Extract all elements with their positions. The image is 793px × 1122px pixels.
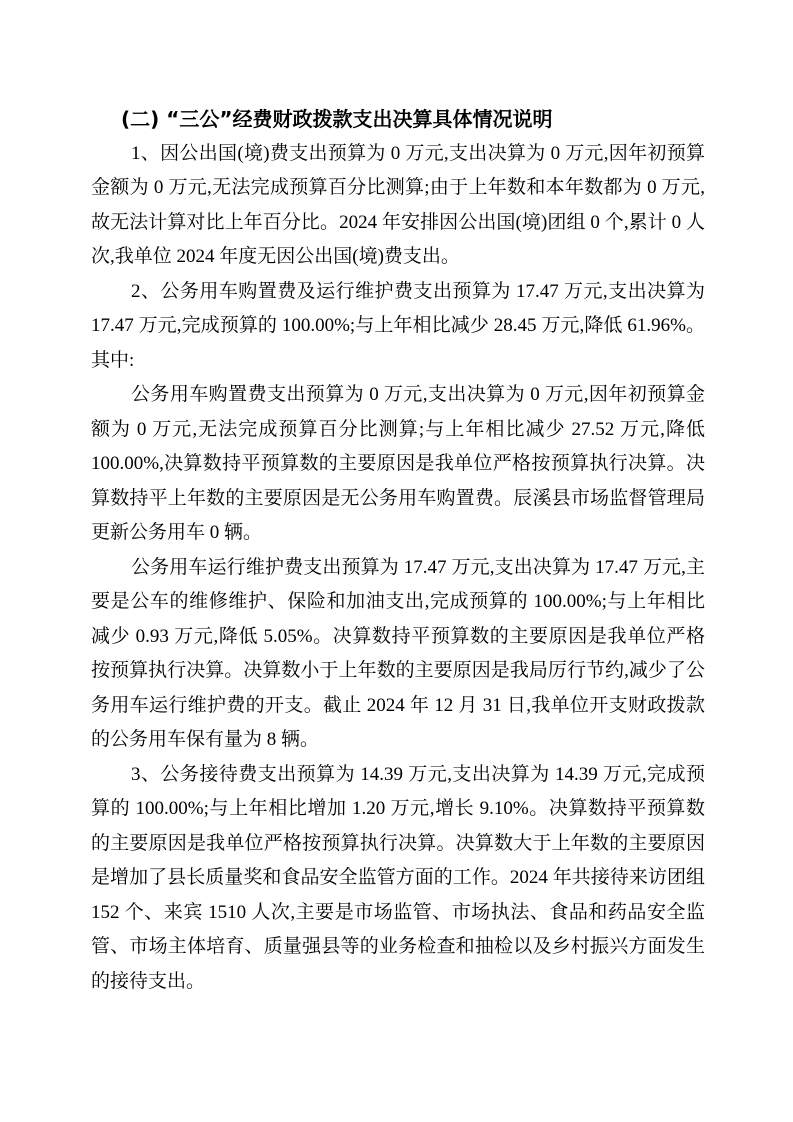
document-content [91,102,705,999]
paragraph-official-reception: 3、公务接待费支出预算为 14.39 万元,支出决算为 14.39 万元,完成预算的 100.00%;与上年相比增加 1.20 万元,增长 9.10%。决算数持平预算数的主要原因是我单位严格按预算执行决算。决算数大于上年数的主要原因是增加了县长质量奖和食品安全监管方面的工作。2024 年共接待来访团组 152 个、来宾 1510 人次,主要是市场监管、市场执法、食品和药品安全监管、市场主体培育、质量强县等的业务检查和抽检以及乡村振兴方面发生的接待支出。 [91,763,705,992]
paragraph-vehicle-purchase-detail: 公务用车购置费支出预算为 0 万元,支出决算为 0 万元,因年初预算金额为 0 万元,无法完成预算百分比测算;与上年相比减少 27.52 万元,降低 100.00%,决算数持平预算数的主要原因是我单位严格按预算执行决算。决算数持平上年数的主要原因是无公务用车购置费。辰溪县市场监督管理局更新公务用车 0 辆。 [91,384,705,543]
section-heading: (二) “三公”经费财政拨款支出决算具体情况说明 [121,107,553,131]
paragraph-vehicle-purchase-and-maintenance-summary: 2、公务用车购置费及运行维护费支出预算为 17.47 万元,支出决算为 17.47 万元,完成预算的 100.00%;与上年相比减少 28.45 万元,降低 61.96%。其中: [91,280,705,371]
paragraph-vehicle-maintenance-detail: 公务用车运行维护费支出预算为 17.47 万元,支出决算为 17.47 万元,主要是公车的维修维护、保险和加油支出,完成预算的 100.00%;与上年相比减少 0.93 万元,降低 5.05%。决算数持平预算数的主要原因是我单位严格按预算执行决算。决算数小于上年数的主要原因是我局厉行节约,减少了公务用车运行维护费的开支。截止 2024 年 12 月 31 日,我单位开支财政拨款的公务用车保有量为 8 辆。 [91,556,705,750]
paragraph-official-overseas-travel: 1、因公出国(境)费支出预算为 0 万元,支出决算为 0 万元,因年初预算金额为 0 万元,无法完成预算百分比测算;由于上年数和本年数都为 0 万元,故无法计算对比上年百分比。2024 年安排因公出国(境)团组 0 个,累计 0 人次,我单位 2024 年度无因公出国(境)费支出。 [91,142,705,267]
